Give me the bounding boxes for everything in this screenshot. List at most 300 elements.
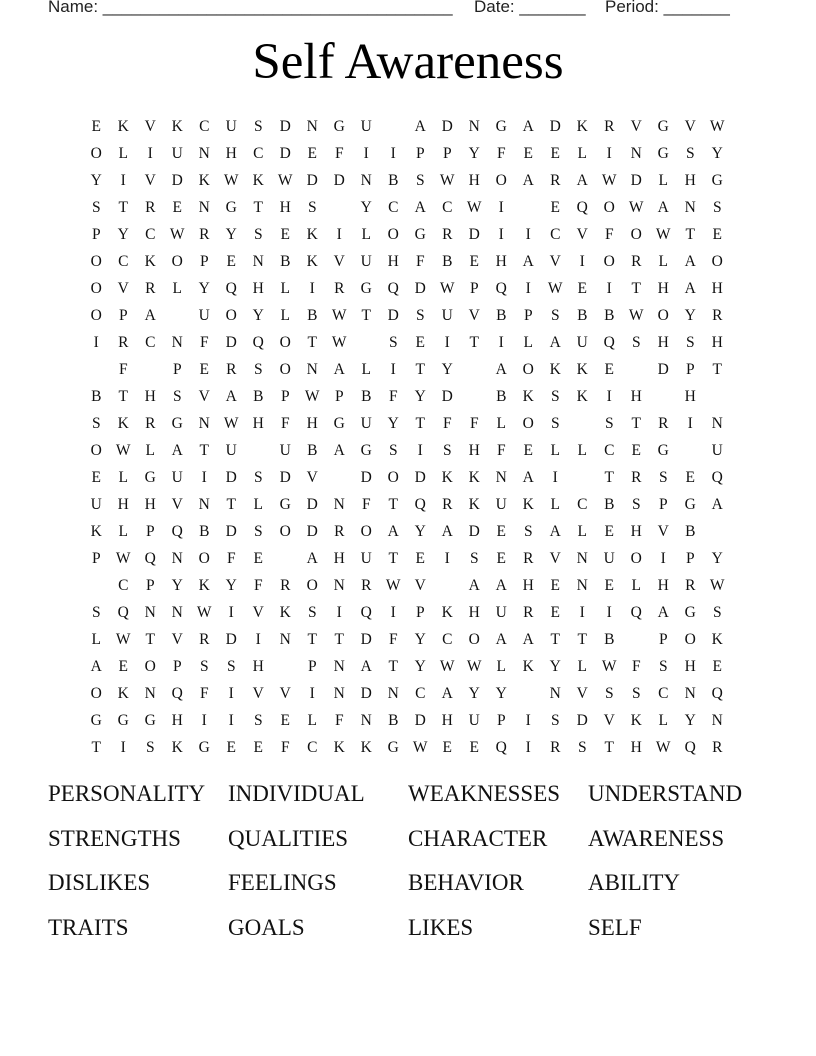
- grid-cell: D: [441, 387, 454, 405]
- grid-cell: E: [469, 738, 480, 756]
- grid-cell: E: [550, 603, 561, 621]
- grid-cell: K: [171, 738, 184, 756]
- grid-cell: V: [117, 279, 130, 297]
- grid-cell: W: [466, 657, 483, 675]
- grid-cell: W: [115, 630, 132, 648]
- grid-cell: G: [225, 198, 238, 216]
- grid-cell: H: [630, 738, 643, 756]
- grid-cell: L: [496, 414, 507, 432]
- grid-cell: V: [279, 684, 292, 702]
- word-list-item: STRENGTHS: [48, 825, 181, 851]
- grid-cell: Q: [225, 279, 238, 297]
- grid-cell: B: [253, 387, 264, 405]
- grid-cell: N: [360, 711, 373, 729]
- worksheet-header: [48, 0, 748, 21]
- grid-cell: S: [253, 117, 264, 135]
- grid-cell: U: [171, 144, 184, 162]
- grid-cell: C: [145, 333, 156, 351]
- grid-cell: V: [171, 495, 184, 513]
- grid-cell: G: [495, 117, 508, 135]
- grid-cell: S: [226, 657, 237, 675]
- grid-cell: V: [549, 549, 562, 567]
- grid-cell: C: [577, 495, 588, 513]
- grid-cell: S: [307, 603, 318, 621]
- grid-cell: E: [307, 144, 318, 162]
- word-search-grid: [83, 113, 758, 761]
- grid-cell: F: [334, 144, 345, 162]
- grid-cell: S: [91, 603, 102, 621]
- grid-cell: N: [198, 198, 211, 216]
- grid-cell: Q: [171, 522, 184, 540]
- grid-cell: L: [658, 252, 669, 270]
- grid-cell: P: [91, 225, 102, 243]
- grid-cell: S: [415, 306, 426, 324]
- grid-cell: D: [576, 711, 589, 729]
- grid-cell: B: [91, 387, 102, 405]
- grid-cell: S: [550, 414, 561, 432]
- grid-cell: Q: [387, 279, 400, 297]
- grid-cell: I: [606, 279, 613, 297]
- grid-cell: O: [198, 549, 211, 567]
- grid-cell: I: [120, 738, 127, 756]
- grid-cell: K: [252, 171, 265, 189]
- grid-cell: D: [306, 495, 319, 513]
- grid-cell: R: [226, 360, 237, 378]
- grid-cell: R: [361, 576, 372, 594]
- grid-cell: U: [90, 495, 103, 513]
- grid-cell: W: [628, 198, 645, 216]
- grid-cell: T: [307, 630, 318, 648]
- grid-cell: H: [171, 711, 184, 729]
- grid-cell: R: [658, 414, 669, 432]
- grid-cell: W: [304, 387, 321, 405]
- grid-cell: D: [306, 171, 319, 189]
- grid-cell: Y: [468, 684, 481, 702]
- grid-cell: N: [306, 360, 319, 378]
- grid-cell: Y: [198, 279, 211, 297]
- grid-cell: W: [385, 576, 402, 594]
- grid-cell: [731, 653, 758, 680]
- grid-cell: A: [684, 252, 697, 270]
- grid-cell: N: [144, 603, 157, 621]
- grid-cell: G: [684, 603, 697, 621]
- grid-cell: Y: [684, 711, 697, 729]
- grid-cell: U: [198, 306, 211, 324]
- grid-cell: R: [145, 198, 156, 216]
- grid-cell: P: [415, 144, 426, 162]
- grid-cell: K: [468, 468, 481, 486]
- grid-cell: I: [309, 684, 316, 702]
- grid-cell: H: [306, 414, 319, 432]
- grid-cell: Y: [711, 549, 724, 567]
- grid-cell: Y: [225, 225, 238, 243]
- grid-cell: S: [712, 198, 723, 216]
- grid-cell: D: [171, 171, 184, 189]
- grid-cell: E: [280, 225, 291, 243]
- grid-cell: E: [226, 738, 237, 756]
- grid-cell: H: [225, 144, 238, 162]
- grid-cell: C: [118, 252, 129, 270]
- grid-cell: R: [145, 414, 156, 432]
- grid-cell: P: [334, 387, 345, 405]
- grid-cell: Q: [630, 603, 643, 621]
- grid-cell: H: [522, 576, 535, 594]
- grid-cell: V: [576, 684, 589, 702]
- grid-cell: S: [415, 171, 426, 189]
- grid-cell: R: [631, 252, 642, 270]
- grid-cell: F: [388, 387, 399, 405]
- grid-cell: H: [657, 279, 670, 297]
- word-list-item: ABILITY: [588, 870, 680, 896]
- grid-cell: E: [550, 198, 561, 216]
- grid-cell: I: [606, 144, 613, 162]
- grid-cell: I: [579, 603, 586, 621]
- grid-cell: P: [442, 144, 453, 162]
- grid-cell: P: [145, 522, 156, 540]
- word-list-item: BEHAVIOR: [408, 870, 524, 896]
- grid-cell: [272, 545, 299, 572]
- grid-cell: T: [307, 333, 318, 351]
- grid-cell: O: [603, 252, 616, 270]
- period-field-label: Period: _______: [605, 0, 730, 16]
- grid-cell: O: [630, 225, 643, 243]
- grid-cell: C: [658, 684, 669, 702]
- grid-cell: H: [630, 522, 643, 540]
- grid-cell: [731, 302, 758, 329]
- grid-cell: N: [198, 144, 211, 162]
- grid-cell: E: [172, 198, 183, 216]
- grid-cell: L: [361, 225, 372, 243]
- grid-cell: T: [604, 468, 615, 486]
- grid-cell: V: [414, 576, 427, 594]
- grid-cell: Q: [603, 333, 616, 351]
- grid-cell: F: [280, 738, 291, 756]
- grid-cell: Y: [549, 657, 562, 675]
- grid-cell: G: [414, 225, 427, 243]
- grid-cell: G: [387, 738, 400, 756]
- grid-cell: S: [253, 522, 264, 540]
- grid-cell: C: [253, 144, 264, 162]
- grid-cell: D: [279, 468, 292, 486]
- grid-cell: K: [711, 630, 724, 648]
- grid-cell: Q: [117, 603, 130, 621]
- grid-cell: K: [306, 252, 319, 270]
- grid-cell: P: [172, 360, 183, 378]
- grid-cell: I: [363, 144, 370, 162]
- grid-cell: A: [522, 117, 535, 135]
- grid-cell: R: [604, 117, 615, 135]
- grid-cell: N: [711, 414, 724, 432]
- grid-cell: P: [523, 306, 534, 324]
- grid-cell: [731, 248, 758, 275]
- grid-cell: T: [631, 279, 642, 297]
- grid-cell: P: [415, 603, 426, 621]
- grid-cell: [245, 437, 272, 464]
- grid-cell: [515, 194, 542, 221]
- grid-cell: F: [226, 549, 237, 567]
- grid-cell: L: [118, 144, 129, 162]
- grid-cell: [704, 518, 731, 545]
- grid-cell: O: [225, 306, 238, 324]
- grid-cell: N: [468, 117, 481, 135]
- grid-cell: Y: [414, 522, 427, 540]
- grid-cell: E: [496, 522, 507, 540]
- grid-cell: E: [415, 549, 426, 567]
- grid-cell: F: [388, 630, 399, 648]
- grid-cell: S: [658, 657, 669, 675]
- grid-cell: P: [469, 279, 480, 297]
- grid-cell: U: [711, 441, 724, 459]
- grid-cell: N: [684, 198, 697, 216]
- grid-cell: L: [550, 495, 561, 513]
- grid-cell: T: [577, 630, 588, 648]
- grid-cell: W: [115, 549, 132, 567]
- grid-cell: T: [253, 198, 264, 216]
- grid-cell: N: [279, 630, 292, 648]
- grid-cell: W: [655, 738, 672, 756]
- grid-cell: H: [144, 495, 157, 513]
- grid-cell: I: [444, 333, 451, 351]
- word-list-item: FEELINGS: [228, 870, 337, 896]
- grid-cell: [137, 356, 164, 383]
- grid-cell: Q: [711, 684, 724, 702]
- grid-cell: W: [277, 171, 294, 189]
- grid-cell: W: [412, 738, 429, 756]
- grid-cell: T: [712, 360, 723, 378]
- grid-cell: Q: [414, 495, 427, 513]
- grid-cell: O: [306, 576, 319, 594]
- grid-cell: T: [361, 306, 372, 324]
- word-list-item: QUALITIES: [228, 825, 349, 851]
- grid-cell: I: [228, 684, 235, 702]
- grid-cell: K: [306, 225, 319, 243]
- grid-cell: O: [171, 252, 184, 270]
- grid-cell: [569, 464, 596, 491]
- grid-cell: N: [360, 171, 373, 189]
- grid-cell: O: [90, 306, 103, 324]
- grid-cell: L: [631, 576, 642, 594]
- grid-cell: F: [604, 225, 615, 243]
- grid-cell: R: [199, 630, 210, 648]
- grid-cell: [83, 356, 110, 383]
- grid-cell: L: [280, 306, 291, 324]
- grid-cell: D: [225, 522, 238, 540]
- grid-cell: [623, 626, 650, 653]
- grid-cell: N: [630, 144, 643, 162]
- grid-cell: O: [711, 252, 724, 270]
- grid-cell: O: [522, 414, 535, 432]
- grid-cell: [731, 356, 758, 383]
- grid-cell: N: [576, 576, 589, 594]
- grid-cell: T: [604, 738, 615, 756]
- grid-cell: C: [307, 738, 318, 756]
- grid-cell: S: [388, 441, 399, 459]
- grid-cell: [731, 221, 758, 248]
- grid-cell: D: [657, 360, 670, 378]
- grid-cell: W: [331, 333, 348, 351]
- grid-cell: O: [279, 360, 292, 378]
- grid-cell: [326, 464, 353, 491]
- grid-cell: A: [414, 117, 427, 135]
- grid-cell: K: [198, 171, 211, 189]
- grid-cell: U: [225, 441, 238, 459]
- grid-cell: T: [226, 495, 237, 513]
- grid-cell: A: [441, 684, 454, 702]
- grid-cell: O: [144, 657, 157, 675]
- grid-cell: [731, 194, 758, 221]
- grid-cell: B: [496, 306, 507, 324]
- grid-cell: Y: [414, 630, 427, 648]
- grid-cell: R: [631, 468, 642, 486]
- grid-cell: P: [658, 495, 669, 513]
- grid-cell: R: [145, 279, 156, 297]
- grid-cell: Q: [171, 684, 184, 702]
- grid-cell: R: [199, 225, 210, 243]
- grid-cell: P: [307, 657, 318, 675]
- grid-cell: A: [684, 279, 697, 297]
- grid-cell: K: [360, 738, 373, 756]
- word-list-item: TRAITS: [48, 915, 129, 941]
- grid-cell: A: [549, 522, 562, 540]
- grid-cell: W: [709, 117, 726, 135]
- grid-cell: [731, 464, 758, 491]
- grid-cell: D: [279, 144, 292, 162]
- grid-cell: S: [253, 711, 264, 729]
- grid-cell: G: [171, 414, 184, 432]
- grid-cell: E: [550, 576, 561, 594]
- grid-cell: B: [685, 522, 696, 540]
- grid-cell: A: [171, 441, 184, 459]
- grid-cell: F: [361, 495, 372, 513]
- grid-cell: N: [387, 684, 400, 702]
- grid-cell: V: [468, 306, 481, 324]
- grid-cell: E: [631, 441, 642, 459]
- grid-cell: D: [333, 171, 346, 189]
- grid-cell: I: [525, 738, 532, 756]
- grid-cell: N: [252, 252, 265, 270]
- grid-cell: V: [144, 171, 157, 189]
- grid-cell: B: [307, 306, 318, 324]
- grid-cell: W: [601, 171, 618, 189]
- word-list: [48, 777, 768, 956]
- grid-cell: S: [388, 333, 399, 351]
- grid-cell: L: [145, 441, 156, 459]
- grid-cell: T: [550, 630, 561, 648]
- grid-cell: S: [253, 468, 264, 486]
- grid-cell: L: [361, 360, 372, 378]
- grid-cell: V: [630, 117, 643, 135]
- grid-cell: U: [603, 549, 616, 567]
- grid-cell: A: [387, 522, 400, 540]
- grid-cell: A: [495, 360, 508, 378]
- grid-cell: E: [91, 117, 102, 135]
- grid-cell: [731, 167, 758, 194]
- grid-cell: U: [171, 468, 184, 486]
- grid-cell: Q: [495, 738, 508, 756]
- grid-cell: K: [522, 387, 535, 405]
- grid-cell: I: [552, 468, 559, 486]
- grid-cell: G: [333, 117, 346, 135]
- grid-cell: C: [118, 576, 129, 594]
- grid-cell: O: [468, 630, 481, 648]
- grid-cell: T: [118, 387, 129, 405]
- grid-cell: N: [495, 468, 508, 486]
- grid-cell: V: [684, 117, 697, 135]
- grid-cell: E: [199, 360, 210, 378]
- grid-cell: O: [657, 306, 670, 324]
- grid-cell: E: [604, 360, 615, 378]
- grid-cell: K: [279, 603, 292, 621]
- grid-cell: E: [469, 252, 480, 270]
- grid-cell: A: [90, 657, 103, 675]
- grid-cell: [731, 518, 758, 545]
- grid-cell: W: [466, 198, 483, 216]
- grid-cell: Y: [684, 306, 697, 324]
- grid-cell: W: [223, 171, 240, 189]
- grid-cell: H: [630, 387, 643, 405]
- grid-cell: T: [199, 441, 210, 459]
- word-list-item: SELF: [588, 915, 642, 941]
- grid-cell: B: [361, 387, 372, 405]
- grid-cell: F: [415, 252, 426, 270]
- grid-cell: [380, 113, 407, 140]
- grid-cell: I: [147, 144, 154, 162]
- grid-cell: E: [118, 657, 129, 675]
- grid-cell: P: [145, 576, 156, 594]
- grid-cell: G: [117, 711, 130, 729]
- grid-cell: S: [199, 657, 210, 675]
- grid-cell: Y: [252, 306, 265, 324]
- grid-cell: D: [468, 522, 481, 540]
- grid-cell: E: [712, 225, 723, 243]
- grid-cell: C: [145, 225, 156, 243]
- grid-cell: L: [550, 441, 561, 459]
- grid-cell: R: [685, 576, 696, 594]
- grid-cell: N: [333, 495, 346, 513]
- grid-cell: H: [441, 711, 454, 729]
- grid-cell: L: [91, 630, 102, 648]
- grid-cell: Y: [225, 576, 238, 594]
- grid-cell: L: [577, 144, 588, 162]
- grid-cell: S: [253, 225, 264, 243]
- grid-cell: L: [658, 171, 669, 189]
- grid-cell: W: [439, 279, 456, 297]
- grid-cell: L: [496, 657, 507, 675]
- grid-cell: Q: [711, 468, 724, 486]
- grid-cell: B: [604, 306, 615, 324]
- grid-cell: [326, 194, 353, 221]
- grid-cell: I: [93, 333, 100, 351]
- grid-cell: N: [171, 549, 184, 567]
- grid-cell: U: [360, 252, 373, 270]
- grid-cell: Y: [117, 225, 130, 243]
- grid-cell: [731, 140, 758, 167]
- grid-cell: [650, 383, 677, 410]
- grid-cell: K: [117, 117, 130, 135]
- grid-cell: U: [360, 117, 373, 135]
- word-list-item: CHARACTER: [408, 825, 548, 851]
- grid-cell: Y: [387, 414, 400, 432]
- grid-cell: D: [225, 630, 238, 648]
- grid-cell: [353, 329, 380, 356]
- grid-cell: N: [684, 684, 697, 702]
- grid-cell: O: [495, 171, 508, 189]
- grid-cell: O: [90, 252, 103, 270]
- grid-cell: [272, 653, 299, 680]
- grid-cell: U: [576, 333, 589, 351]
- grid-cell: G: [657, 441, 670, 459]
- grid-cell: F: [199, 333, 210, 351]
